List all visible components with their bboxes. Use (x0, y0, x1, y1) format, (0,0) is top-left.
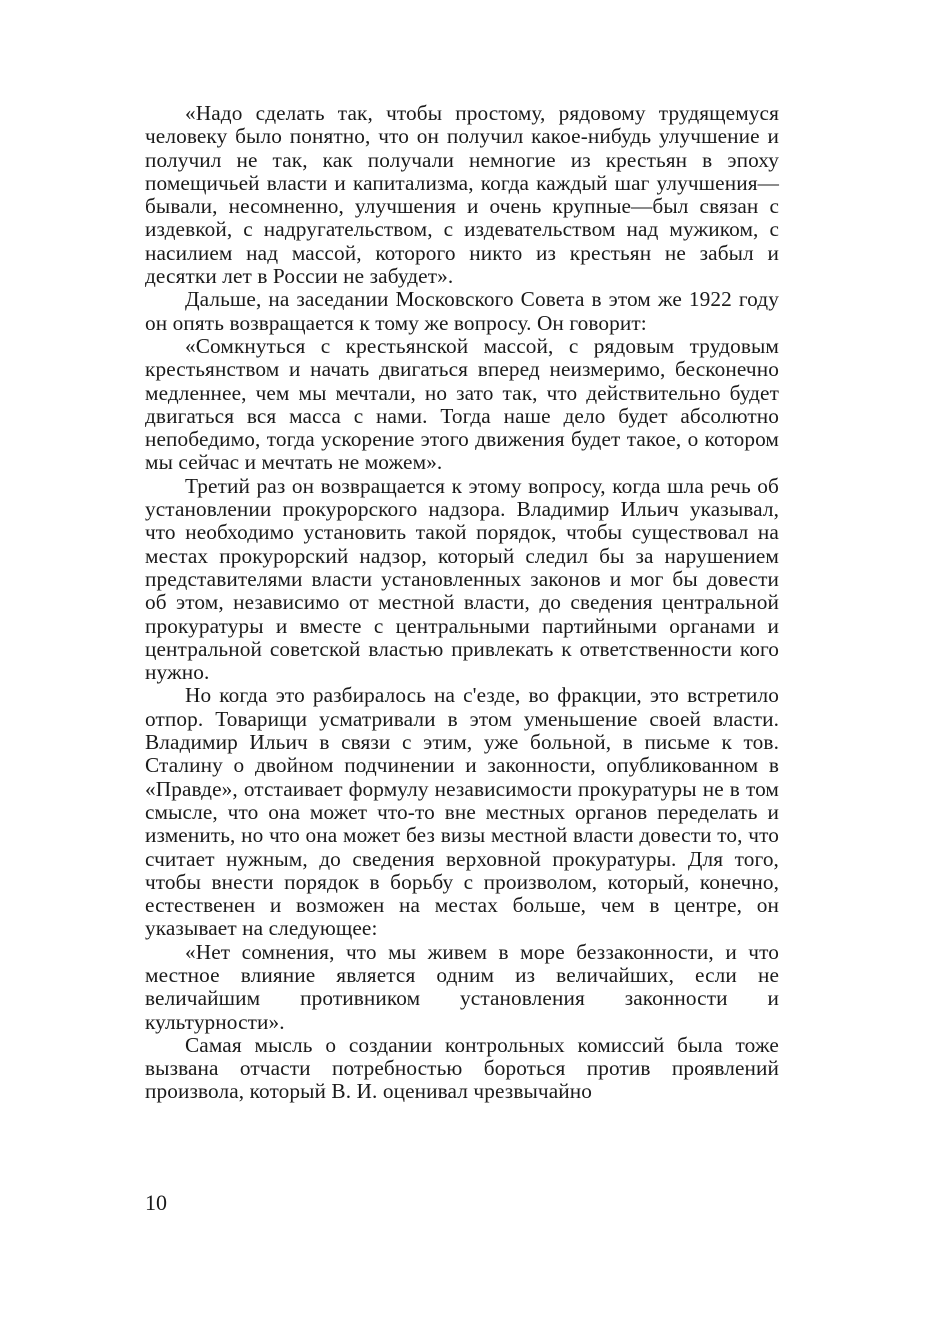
body-text (145, 102, 779, 1104)
paragraph-control-commissions: Самая мысль о создании контрольных комиссий была тоже вызвана отчасти потребностью бороться против проявлений произвола, который В. И. оценивал чрезвычайно (145, 1032, 779, 1104)
paragraph-prosecutor-supervision: Третий раз он возвращается к этому вопросу, когда шла речь об установлении прокурорского надзора. Владимир Ильич указывал, что необходимо установить такой порядок, чтобы существовал на местах прокурорский надзор, который следил бы за нарушением представителями власти установленных законов и мог бы довести об этом, независимо от местной власти, до сведения центральной прокуратуры и вместе с центральными партийными органами и центральной советской властью привлекать к ответственности кого нужно. (145, 473, 779, 685)
paragraph-lenin-quote-lawlessness: «Нет сомнения, что мы живем в море беззаконности, и что местное влияние является одним из величайших, если не величайшим противником установления законности и культурности». (145, 939, 779, 1034)
paragraph-lenin-quote-masses: «Сомкнуться с крестьянской массой, с рядовым трудовым крестьянством и начать двигаться вперед неизмеримо, бесконечно медленнее, чем мы мечтали, но зато так, что действительно будет двигаться вся масса с нами. Тогда наше дело будет абсолютно непобедимо, тогда ускорение этого движения будет такое, о котором мы сейчас и мечтать не можем». (145, 333, 779, 475)
paragraph-moscow-soviet: Дальше, на заседании Московского Совета в этом же 1922 году он опять возвращается к тому же вопросу. Он говорит: (145, 287, 779, 335)
page-number: 10 (145, 1190, 167, 1215)
paragraph-lenin-quote-peasants: «Надо сделать так, чтобы простому, рядовому трудящемуся человеку было понятно, что он получил какое-нибудь улучшение и получил не так, как получали немногие из крестьян в эпоху помещичьей власти и капитализма, когда каждый шаг улучшения—бывали, несомненно, улучшения и очень крупные—был связан с издевкой, с надругательством, с издевательством над мужиком, с насилием над массой, которого никто из крестьян не забыл и десятки лет в России не забудет». (145, 101, 779, 289)
paragraph-congress-opposition: Но когда это разбиралось на с'езде, во фракции, это встретило отпор. Товарищи усматривали в этом уменьшение своей власти. Владимир Ильич в связи с этим, уже больной, в письме к тов. Сталину о двойном подчинении и законности, опубликованном в «Правде», отстаивает формулу независимости прокуратуры не в том смысле, что она может что-то вне местных органов переделать и изменить, но что она может без визы местной власти довести то, что считает нужным, до сведения верховной прокуратуры. Для того, чтобы внести порядок в борьбу с произволом, который, конечно, естественен и возможен на местах больше, чем в центре, он указывает на следующее: (145, 683, 779, 941)
